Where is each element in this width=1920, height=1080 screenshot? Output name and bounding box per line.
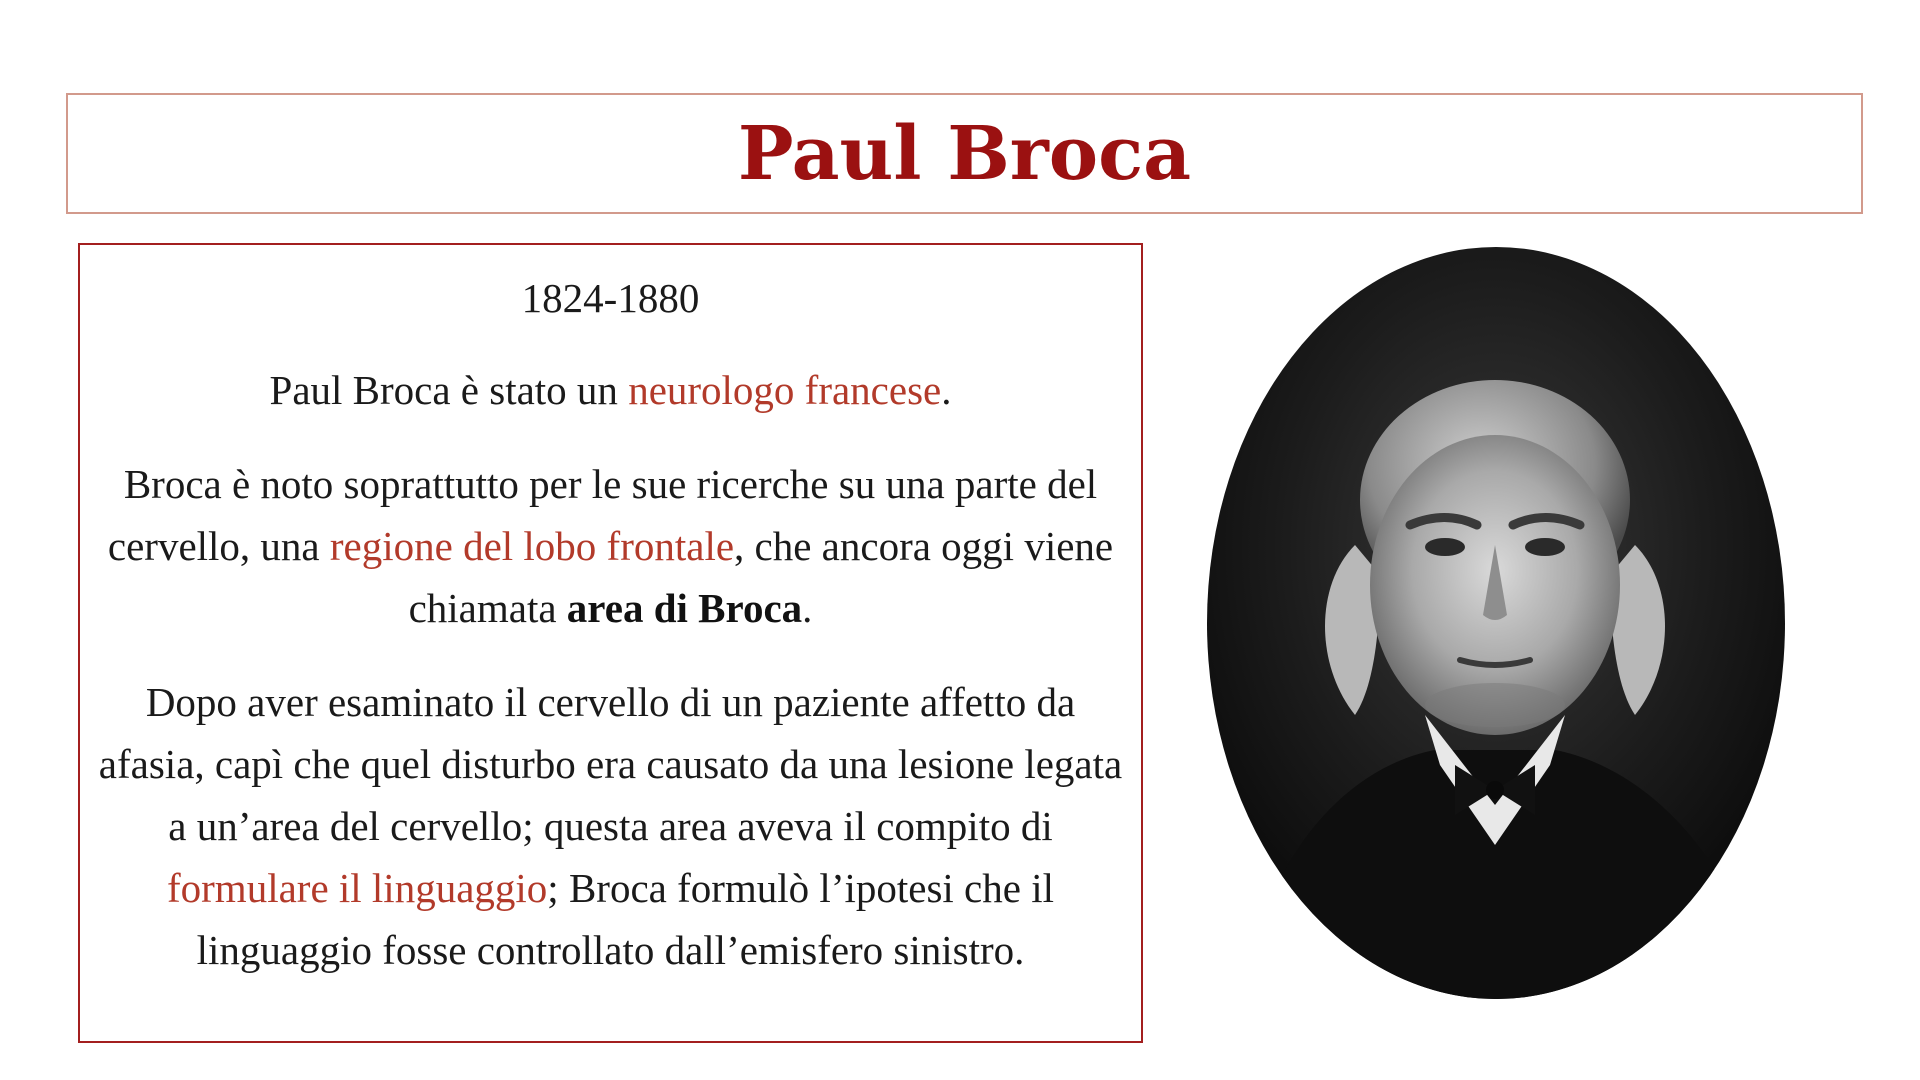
highlight-text: neurologo francese bbox=[628, 367, 942, 413]
text-run: Broca è noto soprattutto per le sue ricerche su una parte del cervello, una bbox=[107, 461, 1098, 569]
bold-text: area di Broca bbox=[566, 585, 803, 631]
paragraph-aphasia bbox=[98, 671, 1123, 981]
text-run: . bbox=[802, 585, 813, 631]
text-run: , che ancora oggi viene chiamata bbox=[408, 523, 1114, 631]
highlight-text: formulare il linguaggio bbox=[167, 865, 548, 911]
text-run: ; Broca formulò l’ipotesi che il linguaggio fosse controllato dall’emisfero sinistro. bbox=[196, 865, 1054, 973]
text-run: Paul Broca è stato un bbox=[269, 367, 629, 413]
page-title: Paul Broca bbox=[737, 110, 1192, 197]
title-box bbox=[66, 93, 1863, 214]
text-run: . bbox=[941, 367, 952, 413]
portrait-illustration bbox=[1205, 245, 1787, 1001]
life-years: 1824-1880 bbox=[521, 275, 700, 321]
highlight-text: regione del lobo frontale bbox=[329, 523, 735, 569]
paragraph-research bbox=[98, 453, 1123, 639]
portrait-photo bbox=[1205, 245, 1787, 1001]
text-run: Dopo aver esaminato il cervello di un paziente affetto da afasia, capì che quel disturbo era causato da una lesione legata a un’area del cervello; questa area aveva il compito di bbox=[98, 679, 1123, 849]
paragraph-intro bbox=[98, 359, 1123, 421]
text-panel bbox=[78, 243, 1143, 1043]
